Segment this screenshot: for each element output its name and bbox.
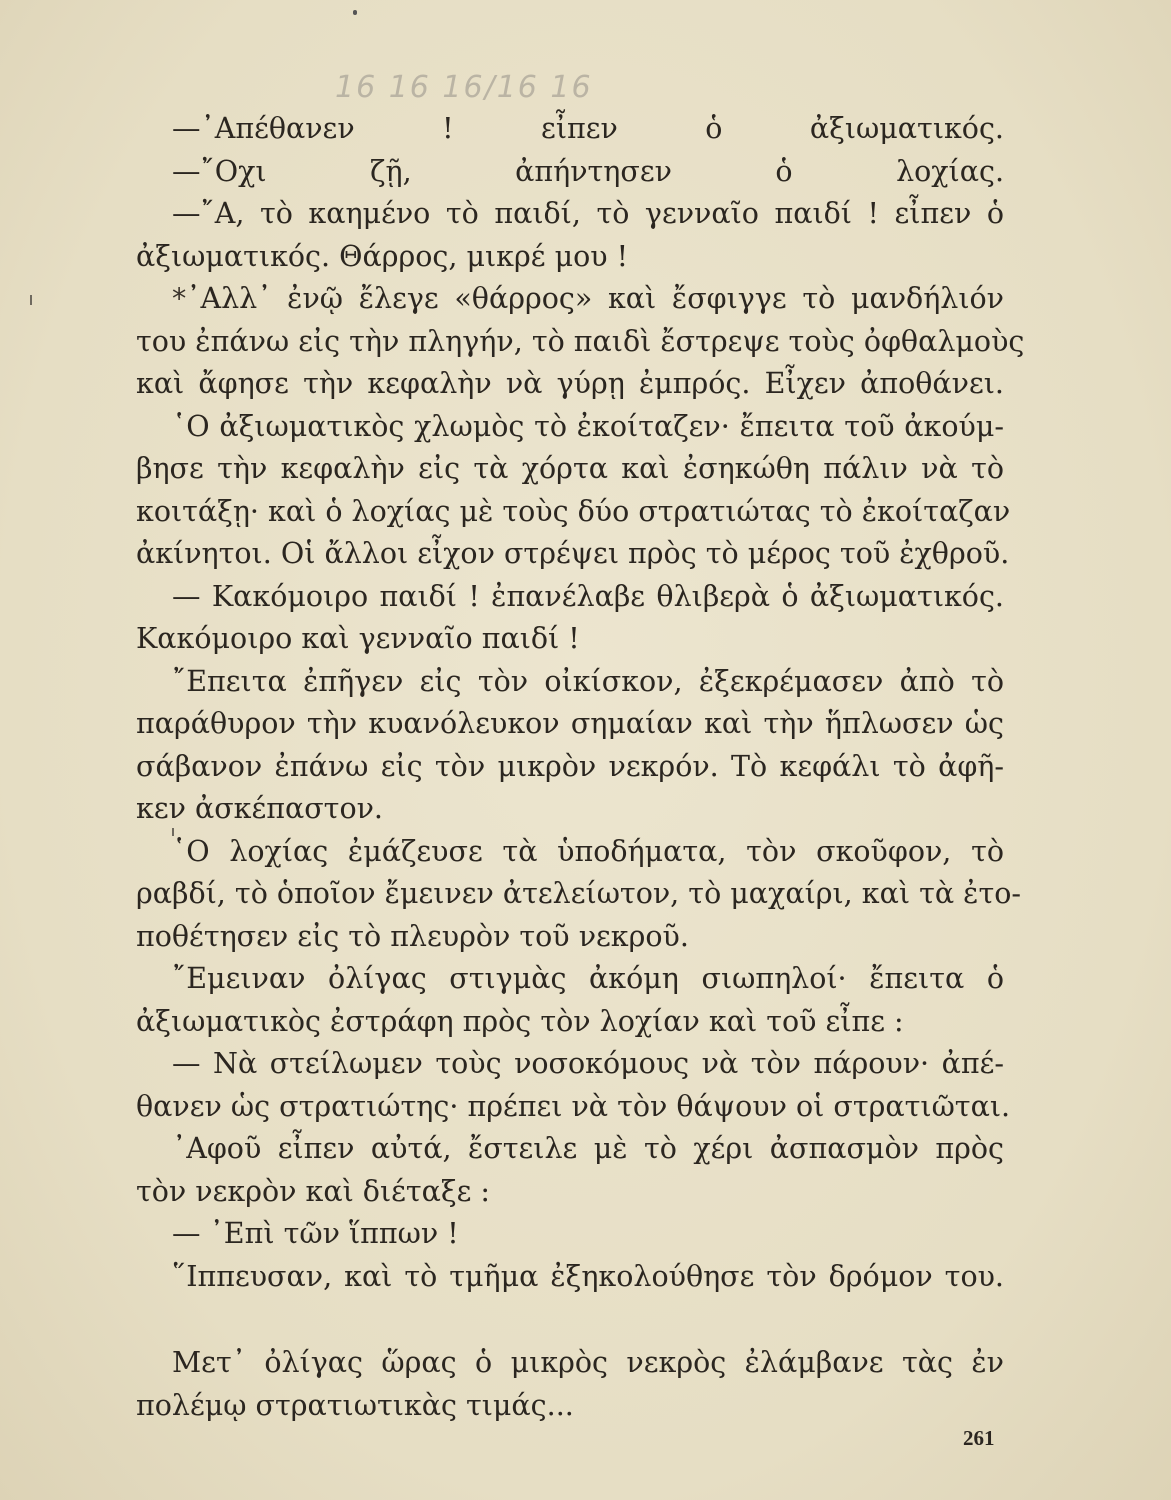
text-line: —῎Οχι ζῇ, ἀπήντησεν ὁ λοχίας. (172, 154, 1004, 188)
text-line: ἀξιωματικὸς ἐστράφη πρὸς τὸν λοχίαν καὶ τοῦ εἶπε : (136, 1004, 904, 1038)
text-line: κοιτάξῃ· καὶ ὁ λοχίας μὲ τοὺς δύο στρατιώτας τὸ ἐκοίταζαν (136, 494, 1011, 528)
text-line: θανεν ὡς στρατιώτης· πρέπει νὰ τὸν θάψουν οἱ στρατιῶται. (136, 1089, 1011, 1123)
text-line: ᾿Αφοῦ εἶπεν αὐτά, ἔστειλε μὲ τὸ χέρι ἀσπασμὸν πρὸς (172, 1132, 1004, 1165)
text-line: ῾Ο λοχίας ἐμάζευσε τὰ ὑποδήματα, τὸν σκοῦφον, τὸ (172, 834, 1004, 868)
text-line: Κακόμοιρο καὶ γενναῖο παιδί ! (136, 622, 580, 655)
asterisk-mark: * (172, 282, 187, 315)
page-number: 261 (963, 1426, 995, 1450)
margin-tick (30, 295, 32, 305)
text-line: —᾿Απέθανεν ! εἶπεν ὁ ἀξιωματικός. (172, 112, 1004, 145)
text-line: τὸν νεκρὸν καὶ διέταξε : (136, 1174, 491, 1208)
text-line: —῎Α, τὸ καημένο τὸ παιδί, τὸ γενναῖο παιδί ! εἶπεν ὁ (172, 197, 1004, 230)
text-line: *᾿Αλλ᾿ ἐνῷ ἔλεγε «θάρρος» καὶ ἔσφιγγε τὸ μανδήλιόν (172, 282, 1004, 315)
text-line: ῞Ιππευσαν, καὶ τὸ τμῆμα ἐξηκολούθησε τὸν δρόμον του. (172, 1259, 1004, 1293)
text-line: ῎Επειτα ἐπῆγεν εἰς τὸν οἰκίσκον, ἐξεκρέμασεν ἀπὸ τὸ (172, 664, 1004, 698)
text-line: Μετ᾿ ὀλίγας ὥρας ὁ μικρὸς νεκρὸς ἐλάμβανε τὰς ἐν (172, 1346, 1004, 1379)
section-gap (136, 1298, 1004, 1342)
text-line: ραβδί, τὸ ὁποῖον ἔμεινεν ἀτελείωτον, τὸ μαχαίρι, καὶ τὰ ἐτο- (136, 877, 1022, 910)
text-line: ῾Ο ἀξιωματικὸς χλωμὸς τὸ ἐκοίταζεν· ἔπειτα τοῦ ἀκούμ- (172, 409, 1004, 443)
text-line: — Κακόμοιρο παιδί ! ἐπανέλαβε θλιβερὰ ὁ ἀξιωματικός. (172, 579, 1004, 613)
text-line: πολέμῳ στρατιωτικὰς τιμάς... (136, 1388, 574, 1422)
text-line: ἀκίνητοι. Οἱ ἄλλοι εἶχον στρέψει πρὸς τὸ μέρος τοῦ ἐχθροῦ. (136, 537, 1010, 570)
text-line: ποθέτησεν εἰς τὸ πλευρὸν τοῦ νεκροῦ. (136, 919, 689, 953)
text-line: ῎Εμειναν ὀλίγας στιγμὰς ἀκόμη σιωπηλοί· ἔπειτα ὁ (172, 962, 1004, 995)
text-line: ἀξιωματικός. Θάρρος, μικρέ μου ! (136, 239, 629, 273)
pencil-annotation: 16 16 16/16 16 (335, 70, 593, 105)
text-line: καὶ ἄφησε τὴν κεφαλὴν νὰ γύρῃ ἐμπρός. Εἶχεν ἀποθάνει. (136, 367, 1004, 400)
body-text (136, 108, 1025, 1427)
ink-speck (353, 10, 357, 15)
text-line: παράθυρον τὴν κυανόλευκον σημαίαν καὶ τὴν ἥπλωσεν ὡς (136, 707, 1004, 740)
text-line: — Νὰ στείλωμεν τοὺς νοσοκόμους νὰ τὸν πάρουν· ἀπέ- (172, 1047, 1004, 1080)
text-line: κεν ἀσκέπαστον. (136, 792, 383, 825)
text-line: του ἐπάνω εἰς τὴν πληγήν, τὸ παιδὶ ἔστρεψε τοὺς ὀφθαλμοὺς (136, 324, 1025, 358)
text-line: σάβανον ἐπάνω εἰς τὸν μικρὸν νεκρόν. Τὸ κεφάλι τὸ ἀφῆ- (136, 749, 1004, 783)
text-line: — ᾿Επὶ τῶν ἵππων ! (172, 1217, 459, 1250)
text-line: βησε τὴν κεφαλὴν εἰς τὰ χόρτα καὶ ἐσηκώθη πάλιν νὰ τὸ (136, 452, 1004, 485)
